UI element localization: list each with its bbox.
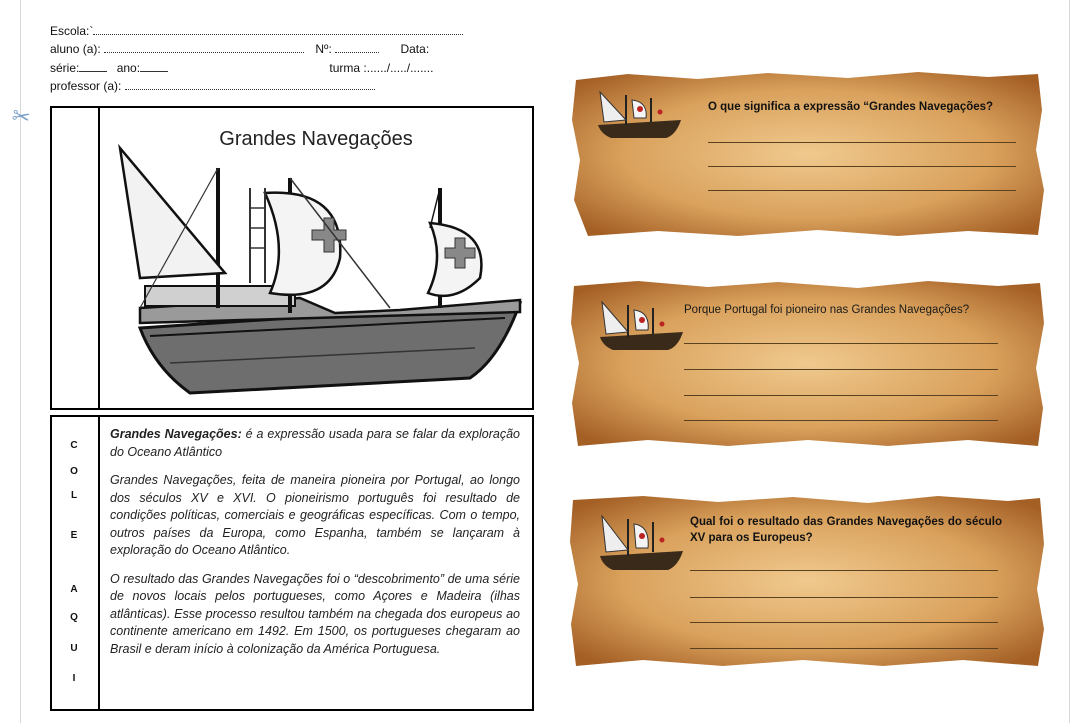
- teacher-field: professor (a):: [50, 79, 375, 93]
- paragraph-result: O resultado das Grandes Navegações foi o “descobrimento” de uma série de novos locais pelos portugueses, como Açores e Madeira (ilhas atlânticas). Esse processo resultou também na chegada dos europeus ao continente americano em 1492. Em 1500, os portugueses chegaram ao Brasil e deram início à colonização da América Portuguesa.: [110, 571, 520, 656]
- caravel-icon: [596, 90, 686, 140]
- ship-image-box: [98, 106, 534, 410]
- year-field: ano:: [116, 61, 141, 75]
- answer-line[interactable]: [684, 395, 998, 396]
- answer-line[interactable]: [708, 166, 1016, 167]
- answer-line[interactable]: [690, 570, 998, 571]
- answer-line[interactable]: [684, 343, 998, 344]
- cut-strip-top: [50, 106, 102, 410]
- grade-field: série: ano: turma :....../...../.......: [50, 61, 434, 75]
- caravel-icon: [598, 514, 688, 572]
- class-field: turma :....../...../.......: [329, 61, 434, 75]
- question-2: Porque Portugal foi pioneiro nas Grandes Navegações?: [684, 304, 970, 316]
- paragraph-history: Grandes Navegações, feita de maneira pioneira por Portugal, ao longo dos séculos XV e XVI. O pioneirismo português foi resultado de condições políticas, comerciais e geográficas específicas. Com o tempo, outros países da Europa, como Espanha, também se lançaram à exploração do Oceano Atlântico.: [110, 473, 520, 557]
- image-title: Grandes Navegações: [219, 128, 413, 150]
- student-field: aluno (a): Nº: Data:: [50, 42, 430, 56]
- glue-letter: O: [70, 466, 78, 477]
- scissors-icon: ✂: [10, 102, 33, 131]
- lesson-text: [110, 426, 520, 669]
- glue-letter: C: [70, 440, 78, 451]
- term-heading: Grandes Navegações:: [110, 427, 242, 441]
- answer-line[interactable]: [690, 597, 998, 598]
- definition-text: é a expressão usada para se falar da exploração do Oceano Atlântico: [110, 427, 520, 459]
- question-1: O que significa a expressão “Grandes Navegações?: [708, 101, 994, 113]
- question-3: Qual foi o resultado das Grandes Navegações do século XV para os Europeus?: [690, 516, 1002, 544]
- answer-line[interactable]: [708, 142, 1016, 143]
- glue-letter: U: [70, 643, 78, 654]
- caravel-illustration: [100, 108, 532, 408]
- caravel-icon: [598, 300, 688, 352]
- answer-line[interactable]: [690, 648, 998, 649]
- answer-line[interactable]: [708, 190, 1016, 191]
- answer-line[interactable]: [690, 622, 998, 623]
- school-field: Escola:`: [50, 24, 463, 38]
- glue-letter: A: [70, 584, 78, 595]
- glue-letter: L: [70, 490, 78, 501]
- glue-letter: Q: [70, 612, 78, 623]
- glue-letter: E: [70, 530, 78, 541]
- cut-strip-bottom: [50, 415, 102, 711]
- answer-line[interactable]: [684, 420, 998, 421]
- number-field: Nº:: [315, 42, 332, 56]
- paragraph-definition: [110, 426, 520, 461]
- date-field: Data:: [400, 42, 430, 56]
- answer-line[interactable]: [684, 369, 998, 370]
- glue-letter: I: [72, 673, 76, 684]
